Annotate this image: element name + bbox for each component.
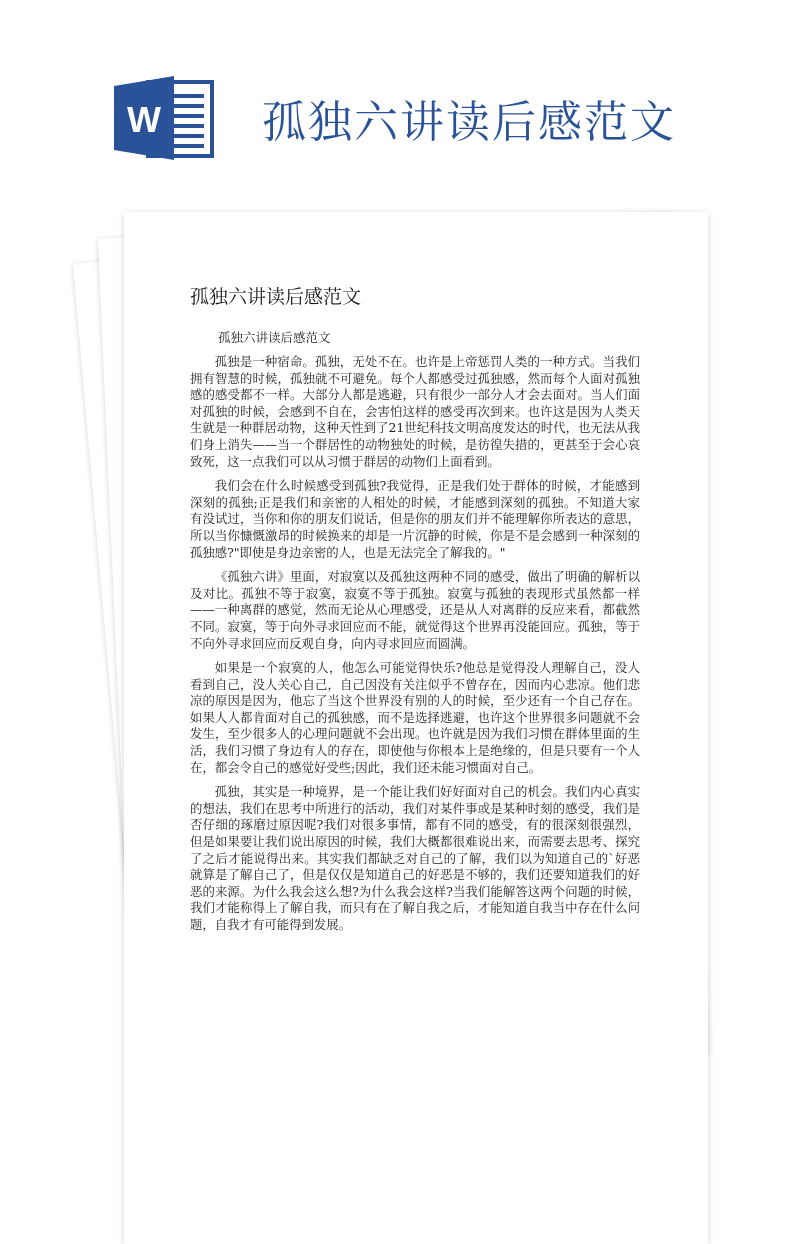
header-banner [0,0,800,200]
document-title: 孤独六讲读后感范文 [190,286,362,308]
body-paragraph: 《孤独六讲》里面，对寂寞以及孤独这两种不同的感受，做出了明确的解析以及对比。孤独不等于寂寞，寂寞不等于孤独。寂寞与孤独的表现形式虽然都一样——一种离群的感觉，然而无论从心理感受，还是从人对离群的反应来看，都截然不同。寂寞，等于向外寻求回应而不能，就觉得这个世界再没能回应。孤独，等于不向外寻求回应而反观自身，向内寻求回应而圆满。 [190,569,640,651]
document-subtitle: 孤独六讲读后感范文 [218,330,331,345]
body-paragraph: 孤独，其实是一种境界，是一个能让我们好好面对自己的机会。我们内心真实的想法，我们在思考中所进行的活动，我们对某件事或是某种时刻的感受，我们是否仔细的琢磨过原因呢?我们对很多事情，都有不同的感受，有的很深刻很强烈，但是如果要让我们说出原因的时候，我们大概都很难说出来，而需要去思考、探究了之后才能说得出来。其实我们都缺乏对自己的了解，我们以为知道自己的`好恶就算是了解自己了，但是仅仅是知道自己的好恶是不够的，我们还要知道我们的好恶的来源。为什么我会这么想?为什么我会这样?当我们能解答这两个问题的时候，我们才能称得上了解自我，而只有在了解自我之后，才能知道自我当中存在什么问题，自我才有可能得到发展。 [190,784,640,932]
body-paragraph: 我们会在什么时候感受到孤独?我觉得，正是我们处于群体的时候，才能感到深刻的孤独;正是我们和亲密的人相处的时候，才能感到深刻的孤独。不知道大家有没试过，当你和你的朋友们说话，但是你的朋友们并不能理解你所表达的意思，所以当你慷慨激昂的时候换来的却是一片沉静的时候，你是不是会感到一种深刻的孤独感?"即使是身边亲密的人，也是无法完全了解我的。" [190,478,640,560]
word-document-icon [112,72,216,164]
body-paragraph: 孤独是一种宿命。孤独，无处不在。也许是上帝惩罚人类的一种方式。当我们拥有智慧的时候，孤独就不可避免。每个人都感受过孤独感，然而每个人面对孤独感的感受都不一样。大部分人都是逃避，只有很少一部分人才会去面对。当人们面对孤独的时候，会感到不自在，会害怕这样的感受再次到来。也许这是因为人类天生就是一种群居动物，这种天性到了21世纪科技文明高度发达的时代，也无法从我们身上消失——当一个群居性的动物独处的时候，是彷徨失措的，更甚至于会心哀致死，这一点我们可以从习惯于群居的动物们上面看到。 [190,354,640,469]
header-title: 孤独六讲读后感范文 [262,97,676,148]
word-icon-letter: W [127,99,161,140]
body-paragraph: 如果是一个寂寞的人，他怎么可能觉得快乐?他总是觉得没人理解自己，没人看到自己，没人关心自己，自己因没有关注似乎不曾存在，因而内心悲凉。他们悲凉的原因是因为，他忘了当这个世界没有别的人的时候，至少还有一个自己存在。如果人人都肯面对自己的孤独感，而不是选择逃避，也许这个世界很多问题就不会发生，至少很多人的心理问题就不会出现。也许就是因为我们习惯在群体里面的生活，我们习惯了身边有人的存在，即使他与你根本上是绝缘的，但是只要有一个人在，都会令自己的感觉好受些;因此，我们还未能习惯面对自己。 [190,660,640,775]
document-body [190,354,640,942]
